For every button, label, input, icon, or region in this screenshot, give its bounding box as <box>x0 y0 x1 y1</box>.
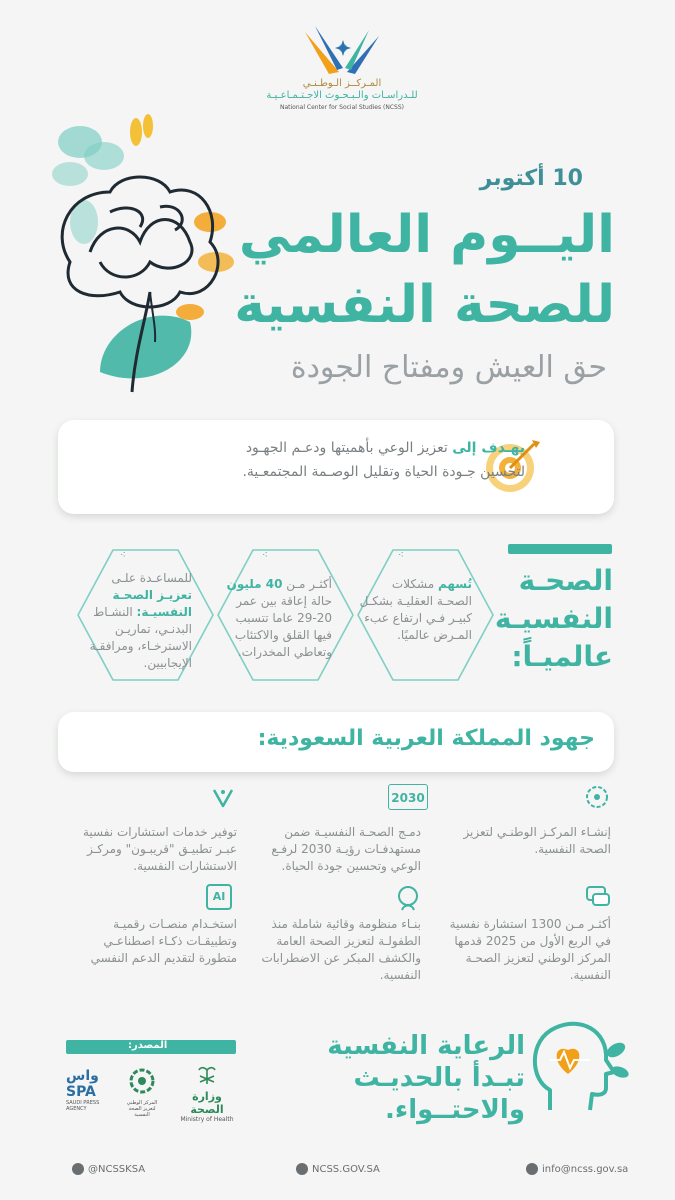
consultation-chat-icon <box>584 882 612 910</box>
event-date: 10 أكتوبر <box>479 166 583 191</box>
org-name-ar-1: المـركــز الـوطـنـي <box>302 78 382 89</box>
ncmh-logo <box>120 1066 164 1118</box>
ncmh-emblem-icon <box>126 1066 158 1096</box>
org-name-ar-2: للـدراسـات والـبـحـوث الاجـتـمـاعـيـة <box>266 90 418 101</box>
hex1-text: مشكلات الصحـة العقليـة بشكـل كبيـر فـي ارتفاع عبء المـرض عالميًا. <box>359 577 472 642</box>
source-label: المصدر: <box>128 1040 168 1051</box>
effort-item: استخـدام منصـات رقميـة وتطبيقـات ذكـاء اصطناعـي متطورة لتقديم الدعم النفسي <box>90 917 237 965</box>
ncss-emblem-icon <box>299 22 385 78</box>
section-accent-bar <box>508 544 612 554</box>
hex-disability-stats <box>214 576 332 661</box>
vision-2030-logo: 2030 <box>388 784 428 810</box>
org-name-en: National Center for Social Studies (NCSS) <box>279 104 404 111</box>
ai-chip-icon: AI <box>206 884 232 910</box>
hex2-pre: أكثـر مـن <box>282 577 332 591</box>
child-head-icon <box>394 884 422 912</box>
effort-item: إنشـاء المركـز الوطنـي لتعزيز الصحة النفسية. <box>463 825 611 856</box>
brain-tree-illustration <box>40 112 250 402</box>
page-subtitle: حق العيش ومفتاح الجودة <box>290 350 607 385</box>
spa-logo <box>66 1068 116 1112</box>
goal-line-1: تعزيز الوعي بأهميتها ودعـم الجهـود <box>245 440 453 456</box>
hex3-bold: تعزيـز الصحـة النفسيـة: <box>112 588 192 619</box>
hex-global-burden <box>354 576 472 644</box>
effort-item: بنـاء منظومة وقائية شاملة منذ الطفولـة لتعزيز الصحة العامة والكشف المبكر عن الاضطرابات النفسية. <box>261 917 421 982</box>
twitter-handle: @NCSSKSA <box>88 1164 146 1175</box>
closing-line-3: والاحتــواء. <box>385 1095 525 1125</box>
email-icon <box>526 1163 538 1175</box>
goal-line-2: لتحسين جـودة الحياة وتقليل الوصـمة المجتمعـية. <box>242 464 525 480</box>
moh-name-ar: وزارة الصحة <box>190 1090 224 1116</box>
hex1-lead: تُسهم <box>437 577 472 591</box>
ncmh-star-icon <box>584 784 610 810</box>
global-title-line-3: عالميـاً: <box>511 640 613 673</box>
hex-promote-health <box>74 570 192 672</box>
spa-logo-text: SAUDI PRESS AGENCY <box>66 1100 100 1112</box>
twitter-icon <box>72 1163 84 1175</box>
qariboon-app-icon <box>210 784 236 810</box>
efforts-title: جهود المملكة العربية السعودية: <box>257 726 595 751</box>
effort-item: توفير خدمات استشارات نفسية عبـر تطبيـق "قريبـون" ومركـز الاستشارات النفسية. <box>82 825 237 873</box>
hex2-bold: 40 مليون <box>226 577 283 591</box>
global-section-title <box>494 562 613 676</box>
closing-line-1: الرعاية النفسية <box>327 1031 525 1061</box>
goal-lead: يهـدف إلى <box>452 440 525 456</box>
closing-message <box>285 1030 525 1126</box>
moh-logo <box>178 1064 236 1123</box>
dot-arrow-icon: ⁖ <box>262 550 268 561</box>
closing-line-2: تبـدأ بالحديـث <box>353 1063 525 1093</box>
global-title-line-1: الصحـة <box>518 564 613 597</box>
globe-icon <box>296 1163 308 1175</box>
palm-swords-icon <box>196 1064 218 1086</box>
hex2-text: حالة إعاقة بين عمر 20-29 عاما تتسبب فيها القلق والاكتئاب وتعاطي المخدرات. <box>234 594 332 659</box>
hex3-text: النشـاط البدنـي، تماريـن الاسترخـاء، ومرافقـة الإيجابيين. <box>89 605 192 670</box>
footer-email[interactable] <box>526 1163 628 1175</box>
page-title-line-2: للصحة النفسية <box>234 275 615 335</box>
website-url: NCSS.GOV.SA <box>312 1164 380 1175</box>
hex3-pre: للمساعـدة علـى <box>111 571 192 585</box>
goal-text <box>115 436 525 484</box>
page-title-line-1: اليــوم العالمي <box>238 205 615 265</box>
footer-website[interactable] <box>296 1163 380 1175</box>
head-heart-icon <box>520 1010 630 1120</box>
ncmh-logo-text: المركز الوطني لتعزيز الصحة النفسية <box>126 1100 158 1118</box>
effort-item: دمـج الصحـة النفسيـة ضمن مستهدفـات رؤيـة 2030 لرفـع الوعي وتحسين جودة الحياة. <box>271 825 421 873</box>
effort-item: أكثـر مـن 1300 استشارة نفسية في الربع الأول من 2025 قدمها المركز الوطني لتعزيز الصحـة النفسية. <box>449 917 611 982</box>
dot-arrow-icon: ⁖ <box>120 550 126 561</box>
spa-logo-mark: واس SPA <box>66 1068 99 1100</box>
moh-name-en: Ministry of Health <box>180 1116 234 1123</box>
ncss-logo <box>262 22 422 122</box>
footer-twitter[interactable] <box>72 1163 145 1175</box>
email-address: info@ncss.gov.sa <box>542 1164 629 1175</box>
global-title-line-2: النفسيـة <box>494 602 613 635</box>
dot-arrow-icon: ⁖ <box>398 550 404 561</box>
